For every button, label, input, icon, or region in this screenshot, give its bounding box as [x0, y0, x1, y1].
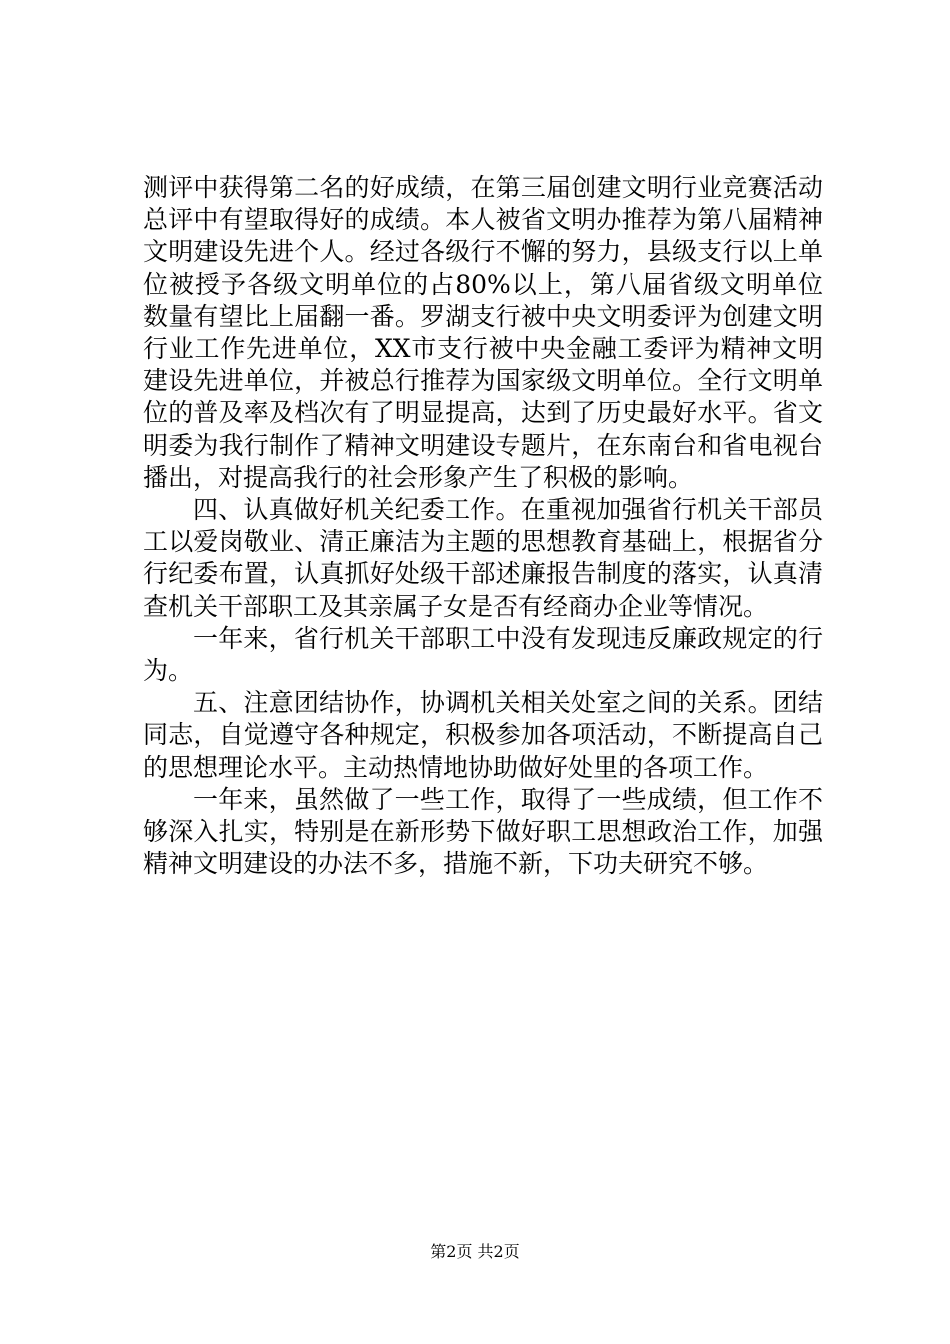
paragraph-section-five: 五、注意团结协作，协调机关相关处室之间的关系。团结同志，自觉遵守各种规定，积极参加各项活动，不断提高自己的思想理论水平。主动热情地协助做好处里的各项工作。: [143, 688, 823, 782]
page-number-footer: 第2页 共2页: [430, 1242, 520, 1261]
paragraph-section-four-result: 一年来，省行机关干部职工中没有发现违反廉政规定的行为。: [143, 623, 823, 686]
paragraph-continuation: 测评中获得第二名的好成绩，在第三届创建文明行业竞赛活动总评中有望取得好的成绩。本人被省文明办推荐为第八届精神文明建设先进个人。经过各级行不懈的努力，县级支行以上单位被授予各级文明单位的占80%以上，第八届省级文明单位数量有望比上届翻一番。罗湖支行被中央文明委评为创建文明行业工作先进单位，XX市支行被中央金融工委评为精神文明建设先进单位，并被总行推荐为国家级文明单位。全行文明单位的普及率及档次有了明显提高，达到了历史最好水平。省文明委为我行制作了精神文明建设专题片，在东南台和省电视台播出，对提高我行的社会形象产生了积极的影响。: [143, 173, 823, 492]
paragraph-section-four: 四、认真做好机关纪委工作。在重视加强省行机关干部员工以爱岗敬业、清正廉洁为主题的思想教育基础上，根据省分行纪委布置，认真抓好处级干部述廉报告制度的落实，认真清查机关干部职工及其亲属子女是否有经商办企业等情况。: [143, 495, 823, 621]
paragraph-summary: 一年来，虽然做了一些工作，取得了一些成绩，但工作不够深入扎实，特别是在新形势下做好职工思想政治工作，加强精神文明建设的办法不多，措施不新，下功夫研究不够。: [143, 784, 823, 879]
document-body: [143, 172, 823, 880]
